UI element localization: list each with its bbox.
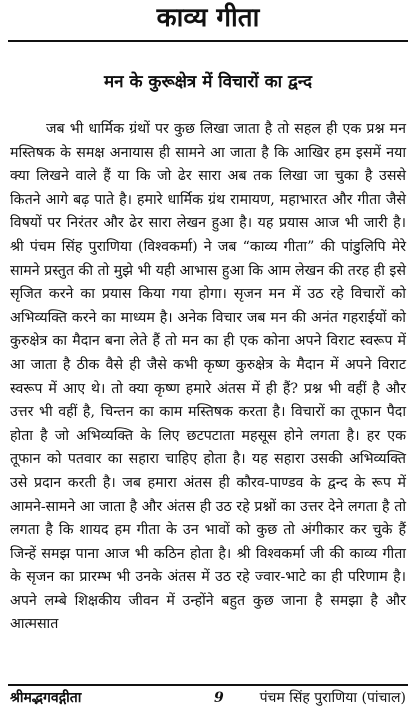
page-title: काव्य गीता (156, 3, 260, 33)
section-heading: मन के कुरूक्षेत्र में विचारों का द्वन्द (103, 72, 313, 92)
footer-author: पंचम सिंह पुराणिया (पांचाल) (259, 690, 406, 706)
page-header (0, 0, 416, 44)
page-number: 9 (214, 690, 224, 706)
footer-book-title: श्रीमद्भगवद्गीता (10, 690, 82, 706)
body-paragraph: जब भी धार्मिक ग्रंथों पर कुछ लिखा जाता है तो सहल ही एक प्रश्न मन मस्तिषक के समक्ष अनायास ही सामने आ जाता है कि आखिर हम इसमें नया क्या लिखने वाले हैं या कि जो ढेर सारा अब तक लिखा जा चुका है उससे कितने आगे बढ़ पाते है। हमारे धार्मिक ग्रंथ रामायण, महाभारत और गीता जैसे विषयों पर निरंतर और ढेर सारा लेखन हुआ है। यह प्रयास आज भी जारी है। श्री पंचम सिंह पुराणिया (विश्वकर्मा) ने जब “काव्य गीता” की पांडुलिपि मेरे सामने प्रस्तुत की तो मुझे भी यही आभास हुआ कि आम लेखन की तरह ही इसे सृजित करने का प्रयास किया गया होगा। सृजन मन में उठ रहे विचारों को अभिव्यक्ति करने का माध्यम है। अनेक विचार जब मन की अनंत गहराईयों को कुरुक्षेत्र का मैदान बना लेते हैं तो मन का ही एक कोना अपने विराट स्वरूप में आ जाता है ठीक वैसे ही जैसे कभी कृष्ण कुरुक्षेत्र के मैदान में अपने विराट स्वरूप में आए थे। तो क्या कृष्ण हमारे अंतस में ही हैं? प्रश्न भी वहीं है और उत्तर भी वहीं है, चिन्तन का काम मस्तिषक करता है। विचारों का तूफान पैदा होता है जो अभिव्यक्ति के लिए छटपटाता महसूस होने लगता है। हर एक तूफान को पतवार का सहारा चाहिए होता है। यह सहारा उसकी अभिव्यक्ति उसे प्रदान करती है। जब हमारा अंतस ही कौरव-पाण्डव के द्वन्द के रूप में आमने-सामने आ जाता है और अंतस ही उठ रहे प्रश्नों का उत्तर देने लगता है तो लगता है कि शायद हम गीता के उन भावों को कुछ तो अंगीकार कर चुके हैं जिन्हें समझ पाना आज भी कठिन होता है। श्री विश्वकर्मा जी की काव्य गीता के सृजन का प्रारम्भ भी उनके अंतस में उठ रहे ज्वार-भाटे का ही परिणाम है। अपने लम्बे शिक्षकीय जीवन में उन्होंने बहुत कुछ जाना है समझा है और आत्मसात (10, 121, 406, 633)
page-footer (0, 672, 416, 716)
header-divider (8, 40, 408, 42)
footer-divider (8, 684, 408, 686)
